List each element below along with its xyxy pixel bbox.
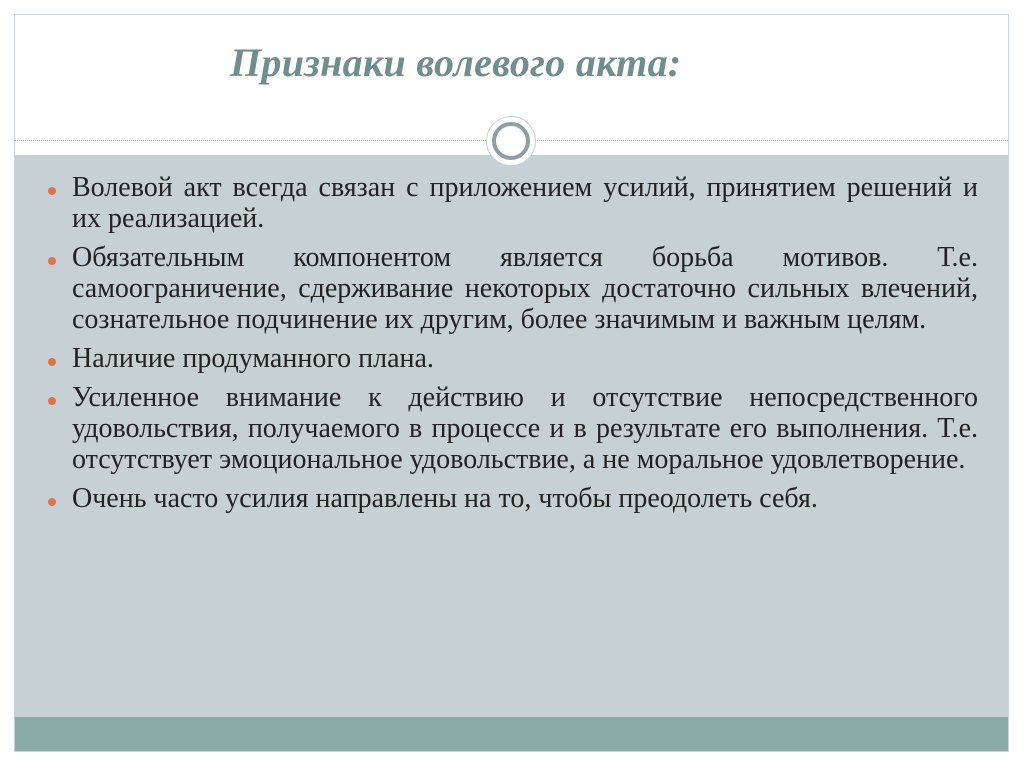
bullet-text: Усиленное внимание к действию и отсутствие непосредственного удовольствия, получаемого в процессе и в результате его выполнения. Т.е. отсутствует эмоциональное удовольствие, а не моральное удовлетворение. <box>72 382 978 475</box>
bullet-text: Очень часто усилия направлены на то, чтобы преодолеть себя. <box>72 483 818 514</box>
list-item <box>46 172 978 234</box>
bullet-text: Наличие продуманного плана. <box>72 343 434 374</box>
bullet-dot-icon <box>48 187 56 195</box>
bullet-text: Обязательным компонентом является борьба мотивов. Т.е. самоограничение, сдерживание некоторых достаточно сильных влечений, сознательное подчинение их другим, более значимым и важным целям. <box>72 242 978 335</box>
bullet-list <box>46 172 978 522</box>
bullet-dot-icon <box>48 397 56 405</box>
list-item <box>46 483 978 514</box>
list-item <box>46 242 978 335</box>
bullet-dot-icon <box>48 358 56 366</box>
list-item <box>46 382 978 475</box>
slide-title: Признаки волевого акта: <box>230 40 682 85</box>
bullet-dot-icon <box>48 257 56 265</box>
bullet-text: Волевой акт всегда связан с приложением усилий, принятием решений и их реализацией. <box>72 172 978 234</box>
bullet-dot-icon <box>48 498 56 506</box>
ring-icon <box>486 116 536 166</box>
list-item <box>46 343 978 374</box>
